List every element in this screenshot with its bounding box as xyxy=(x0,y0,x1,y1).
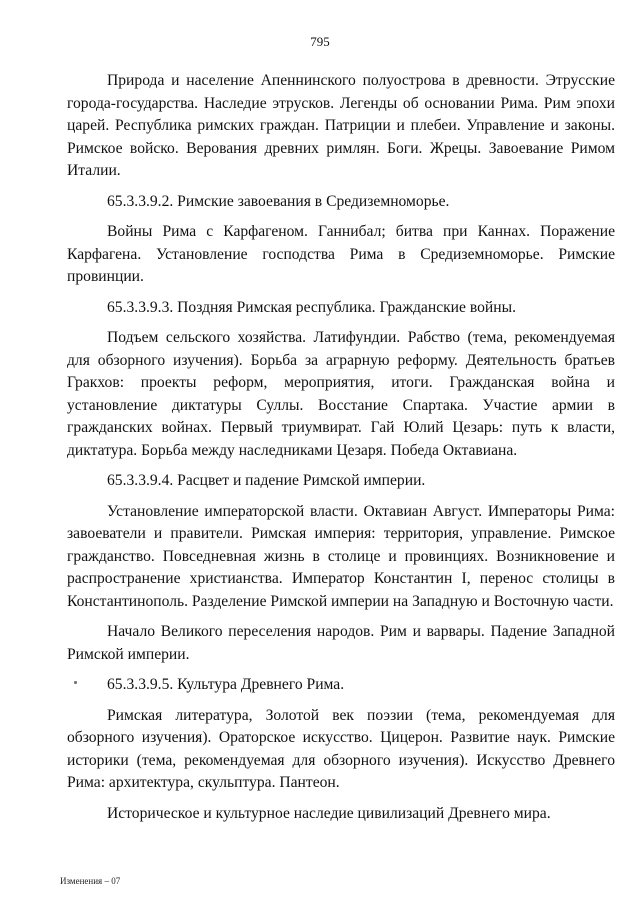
paragraph: Войны Рима с Карфагеном. Ганнибал; битва при Каннах. Поражение Карфагена. Установление господства Рима в Средиземноморье. Римские провинции. xyxy=(67,223,615,285)
paragraph: Установление императорской власти. Октавиан Август. Императоры Рима: завоеватели и правители. Римская империя: территория, управление. Римское гражданство. Повседневная жизнь в столице и провинциях. Возникновение и распространение христианства. Император Константин I, перенос столицы в Константинополь. Разделение Римской империи на Западную и Восточную части. xyxy=(67,502,615,610)
paragraph: Подъем сельского хозяйства. Латифундии. Рабство (тема, рекомендуемая для обзорного изучения). Борьба за аграрную реформу. Деятельность братьев Гракхов: проекты реформ, мероприятия, итоги. Гражданская война и установление диктатуры Суллы. Восстание Спартака. Участие армии в гражданских войнах. Первый триумвират. Гай Юлий Цезарь: путь к власти, диктатура. Борьба между наследниками Цезаря. Победа Октавиана. xyxy=(67,329,615,459)
paragraph: Историческое и культурное наследие цивилизаций Древнего мира. xyxy=(107,804,551,822)
page-number: 795 xyxy=(310,34,330,49)
section-heading: 65.3.3.9.3. Поздняя Римская республика. Гражданские войны. xyxy=(107,298,516,316)
paragraph: Римская литература, Золотой век поэзии (тема, рекомендуемая для обзорного изучения). Ораторское искусство. Цицерон. Развитие наук. Римские историки (тема, рекомендуемая для обзорного изучения). Искусство Древнего Рима: архитектура, скульптура. Пантеон. xyxy=(67,706,615,791)
paragraph: Природа и население Апеннинского полуострова в древности. Этрусские города-государства. Наследие этрусков. Легенды об основании Рима. Рим эпохи царей. Республика римских граждан. Патриции и плебеи. Управление и законы. Римское войско. Верования древних римлян. Боги. Жрецы. Завоевание Римом Италии. xyxy=(67,72,615,179)
section-heading: 65.3.3.9.2. Римские завоевания в Средиземноморье. xyxy=(107,192,450,210)
section-heading: 65.3.3.9.5. Культура Древнего Рима. xyxy=(107,676,345,693)
footer-revision-note: Изменения – 07 xyxy=(60,876,121,886)
scan-speck xyxy=(74,681,77,684)
section-heading: 65.3.3.9.4. Расцвет и падение Римской империи. xyxy=(107,472,426,489)
paragraph: Начало Великого переселения народов. Рим и варвары. Падение Западной Римской империи. xyxy=(67,623,615,663)
document-body xyxy=(67,70,615,833)
